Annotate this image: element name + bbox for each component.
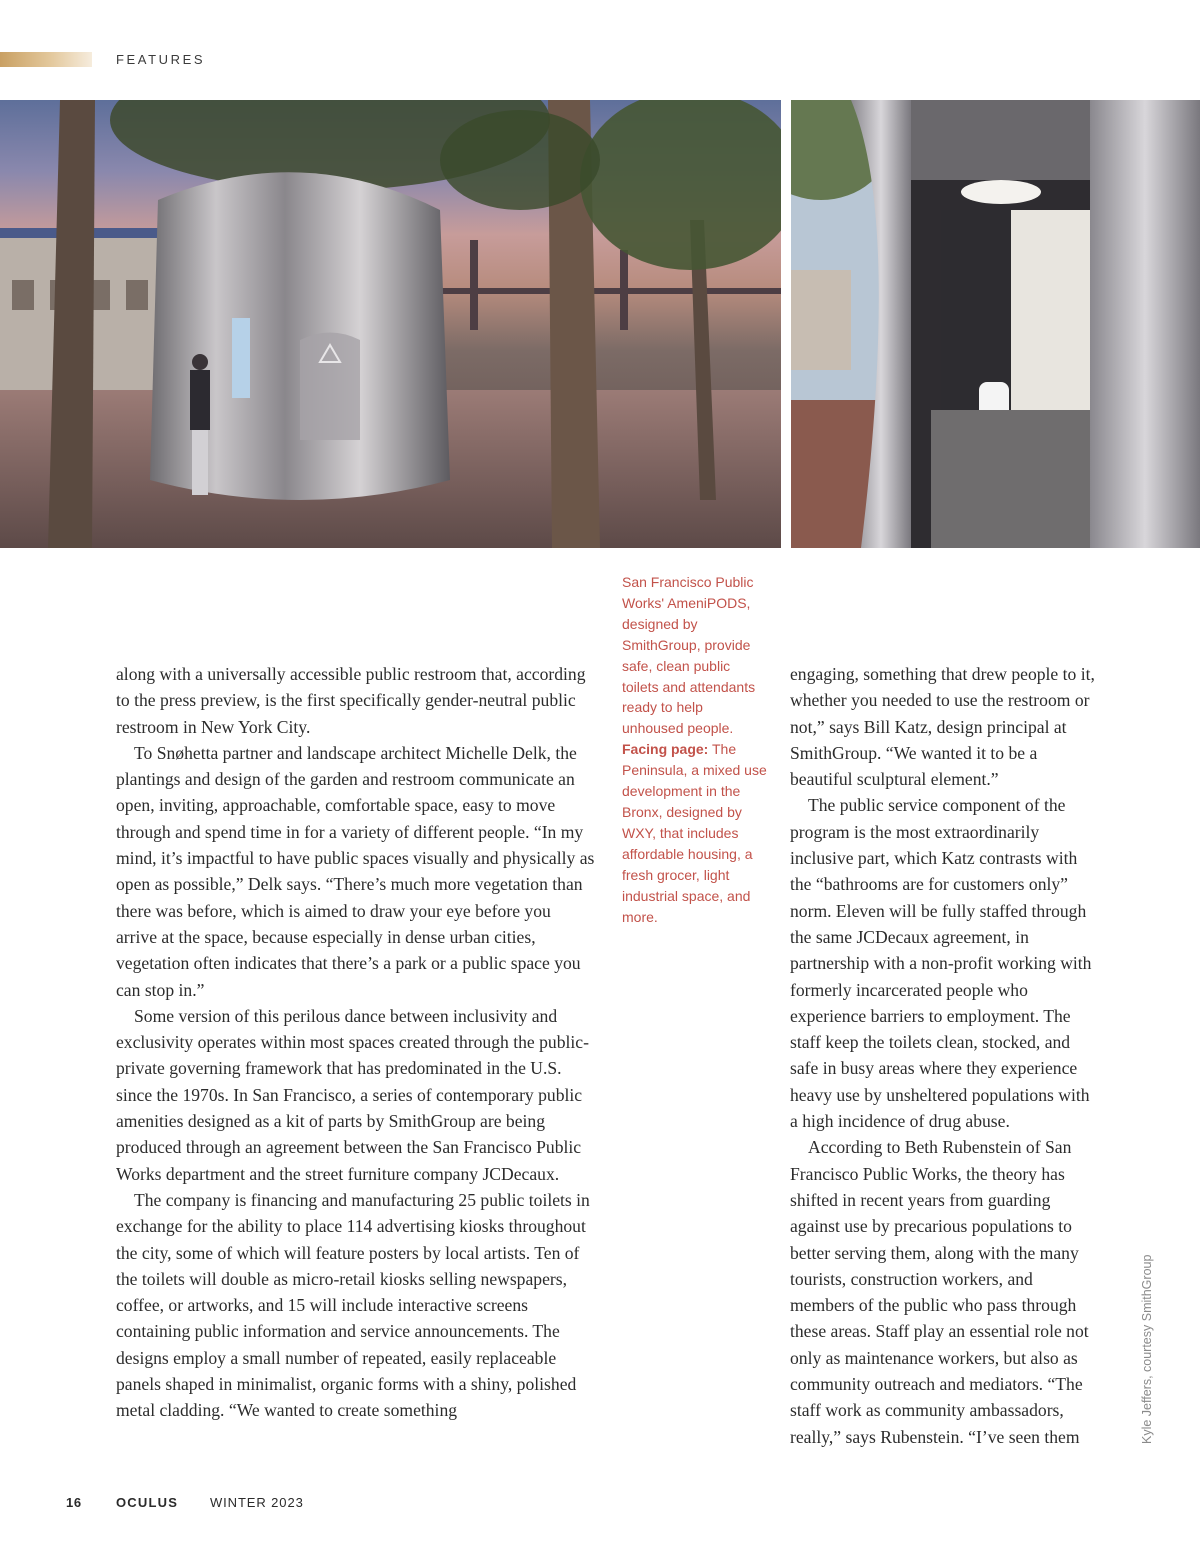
section-label: FEATURES — [116, 52, 206, 67]
amenipod-interior-illustration — [791, 100, 1200, 548]
issue-date: WINTER 2023 — [210, 1495, 304, 1510]
page-number: 16 — [66, 1495, 82, 1510]
article-left-column — [116, 661, 596, 1424]
caption-facing-text: The Peninsula, a mixed use development in the Bronx, designed by WXY, that includes affordable housing, a fresh grocer, light industrial space, and more. — [622, 741, 767, 925]
paragraph: The public service component of the program is the most extraordinarily inclusive part, which Katz contrasts with the “bathrooms are for customers only” norm. Eleven will be fully staffed through the same JCDecaux agreement, in partnership with a non-profit working with formerly incarcerated people who experience barriers to employment. The staff keep the toilets clean, stocked, and safe in busy areas where they experience heavy use by unsheltered populations with a high incidence of drug abuse. — [790, 795, 1092, 1132]
article-right-column — [790, 661, 1100, 1450]
paragraph: According to Beth Rubenstein of San Francisco Public Works, the theory has shifted in recent years from guarding against use by precarious populations to better serving them, along with the many tourists, construction workers, and members of the public who pass through these areas. Staff play an essential role not only as maintenance workers, but also as community outreach and mediators. “The staff work as community ambassadors, really,” says Rubenstein. “I’ve seen them — [790, 1137, 1089, 1447]
caption-text: San Francisco Public Works' AmeniPODS, designed by SmithGroup, provide safe, clean public toilets and attendants ready to help unhoused people. — [622, 574, 756, 737]
photo-caption — [622, 572, 767, 927]
paragraph: along with a universally accessible public restroom that, according to the press preview, is the first specifically gender-neutral public restroom in New York City. — [116, 664, 586, 737]
paragraph: engaging, something that drew people to it, whether you needed to use the restroom or not,” says Bill Katz, design principal at SmithGroup. “We wanted it to be a beautiful sculptural element.” — [790, 664, 1095, 790]
paragraph: Some version of this perilous dance between inclusivity and exclusivity operates within most spaces created through the public-private governing framework that has predominated in the U.S. since the 1970s. In San Francisco, a series of contemporary public amenities designed as a kit of parts by SmithGroup are being produced through an agreement between the San Francisco Public Works department and the street furniture company JCDecaux. — [116, 1005, 589, 1184]
amenipod-plaza-photo — [0, 100, 781, 548]
section-accent-bar — [0, 52, 92, 67]
photo-credit: Kyle Jeffers, courtesy SmithGroup — [1140, 1254, 1154, 1444]
caption-facing-label: Facing page: — [622, 741, 709, 758]
paragraph: To Snøhetta partner and landscape architect Michelle Delk, the plantings and design of the garden and restroom communicate an open, inviting, approachable, comfortable space, easy to move through and spend time in for a variety of different people. “In my mind, it’s impactful to have public spaces visually and physically as open as possible,” Delk says. “There’s much more vegetation than there was before, which is aimed to draw your eye before you arrive at the space, because especially in dense urban cities, vegetation often indicates that there’s a park or a public space you can stop in.” — [116, 742, 595, 1000]
paragraph: The company is financing and manufacturing 25 public toilets in exchange for the ability to place 114 advertising kiosks throughout the city, some of which will feature posters by local artists. Ten of the toilets will double as micro-retail kiosks selling newspapers, coffee, or artworks, and 15 will include interactive screens containing public information and service announcements. The designs employ a small number of repeated, easily replaceable panels shaped in minimalist, organic forms with a shiny, polished metal cladding. “We wanted to create something — [116, 1189, 590, 1421]
amenipod-plaza-illustration — [0, 100, 781, 548]
amenipod-interior-photo — [791, 100, 1200, 548]
magazine-name: OCULUS — [116, 1495, 179, 1510]
